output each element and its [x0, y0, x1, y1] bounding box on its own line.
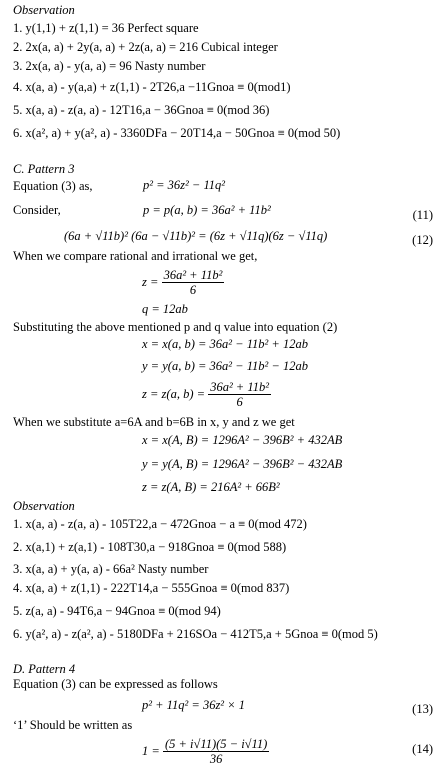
observation-1-item-1: 1. y(1,1) + z(1,1) = 36 Perfect square [13, 21, 199, 35]
pattern-3-consider: Consider, [13, 203, 61, 217]
pattern-3-substitute-text-2: When we substitute a=6A and b=6B in x, y and z we get [13, 415, 295, 429]
pattern-4-heading: D. Pattern 4 [13, 662, 76, 676]
pattern-4-one-text: ‘1’ Should be written as [13, 718, 133, 732]
one-denominator: 36 [209, 752, 223, 767]
zab-lhs: z = z(a, b) = [142, 386, 206, 401]
pattern-4-intro: Equation (3) can be expressed as follows [13, 677, 218, 691]
pattern-3-Z-solution: z = z(A, B) = 216A² + 66B² [142, 480, 280, 494]
observation-1-item-6: 6. x(a², a) + y(a², a) - 3360DFa − 20T14,a − 50Gnoa ≡ 0(mod 50) [13, 126, 341, 140]
zab-denominator: 6 [236, 395, 243, 410]
z-fraction [162, 268, 225, 298]
pattern-3-eq3-label: Equation (3) as, [13, 179, 93, 193]
z-denominator: 6 [189, 283, 197, 298]
equation-number-13: (13) [412, 702, 433, 716]
equation-number-14: (14) [412, 742, 433, 756]
one-lhs: 1 = [142, 743, 160, 758]
observation-1-item-2: 2. 2x(a, a) + 2y(a, a) + 2z(a, a) = 216 Cubical integer [13, 40, 278, 54]
pattern-3-q-definition: q = 12ab [142, 302, 188, 316]
observation-2-item-4: 4. x(a, a) + z(1,1) - 222T14,a − 555Gnoa ≡ 0(mod 837) [13, 581, 290, 595]
observation-1-item-4: 4. x(a, a) - y(a,a) + z(1,1) - 2T26,a −11Gnoa ≡ 0(mod1) [13, 80, 291, 94]
pattern-3-z-solution [142, 380, 271, 410]
observation-heading-2: Observation [13, 499, 75, 513]
pattern-3-factorization: (6a + √11b)² (6a − √11b)² = (6z + √11q)(6z − √11q) [64, 229, 328, 243]
pattern-3-p-definition: p = p(a, b) = 36a² + 11b² [143, 203, 271, 217]
zab-numerator: 36a² + 11b² [210, 380, 269, 394]
pattern-3-eq3: p² = 36z² − 11q² [143, 178, 226, 192]
zab-fraction [208, 380, 271, 410]
observation-2-item-5: 5. z(a, a) - 94T6,a − 94Gnoa ≡ 0(mod 94) [13, 604, 221, 618]
pattern-3-X-solution: x = x(A, B) = 1296A² − 396B² + 432AB [142, 433, 343, 447]
z-lhs: z = [142, 274, 159, 289]
pattern-3-x-solution: x = x(a, b) = 36a² − 11b² + 12ab [142, 337, 308, 351]
pattern-3-y-solution: y = y(a, b) = 36a² − 11b² − 12ab [142, 359, 308, 373]
equation-number-12: (12) [412, 233, 433, 247]
pattern-3-substitute-text: Substituting the above mentioned p and q value into equation (2) [13, 320, 338, 334]
observation-heading-1: Observation [13, 3, 75, 17]
pattern-3-compare-text: When we compare rational and irrational we get, [13, 249, 258, 263]
pattern-4-one-fraction [142, 737, 269, 767]
pattern-3-z-fraction [142, 268, 224, 298]
observation-1-item-5: 5. x(a, a) - z(a, a) - 12T16,a − 36Gnoa ≡ 0(mod 36) [13, 103, 270, 117]
observation-1-item-3: 3. 2x(a, a) - y(a, a) = 96 Nasty number [13, 59, 206, 73]
pattern-4-equation: p² + 11q² = 36z² × 1 [142, 698, 245, 712]
observation-2-item-3: 3. x(a, a) + y(a, a) - 66a² Nasty number [13, 562, 209, 576]
pattern-3-Y-solution: y = y(A, B) = 1296A² − 396B² − 432AB [142, 457, 343, 471]
observation-2-item-6: 6. y(a², a) - z(a², a) - 5180DFa + 216SOa − 412T5,a + 5Gnoa ≡ 0(mod 5) [13, 627, 378, 641]
z-numerator: 36a² + 11b² [163, 268, 223, 282]
one-fraction [163, 737, 269, 767]
equation-number-11: (11) [412, 208, 433, 222]
observation-2-item-1: 1. x(a, a) - z(a, a) - 105T22,a − 472Gnoa − a ≡ 0(mod 472) [13, 517, 307, 531]
pattern-3-heading: C. Pattern 3 [13, 162, 75, 176]
one-numerator: (5 + i√11)(5 − i√11) [164, 737, 268, 751]
observation-2-item-2: 2. x(a,1) + z(a,1) - 108T30,a − 918Gnoa ≡ 0(mod 588) [13, 540, 287, 554]
